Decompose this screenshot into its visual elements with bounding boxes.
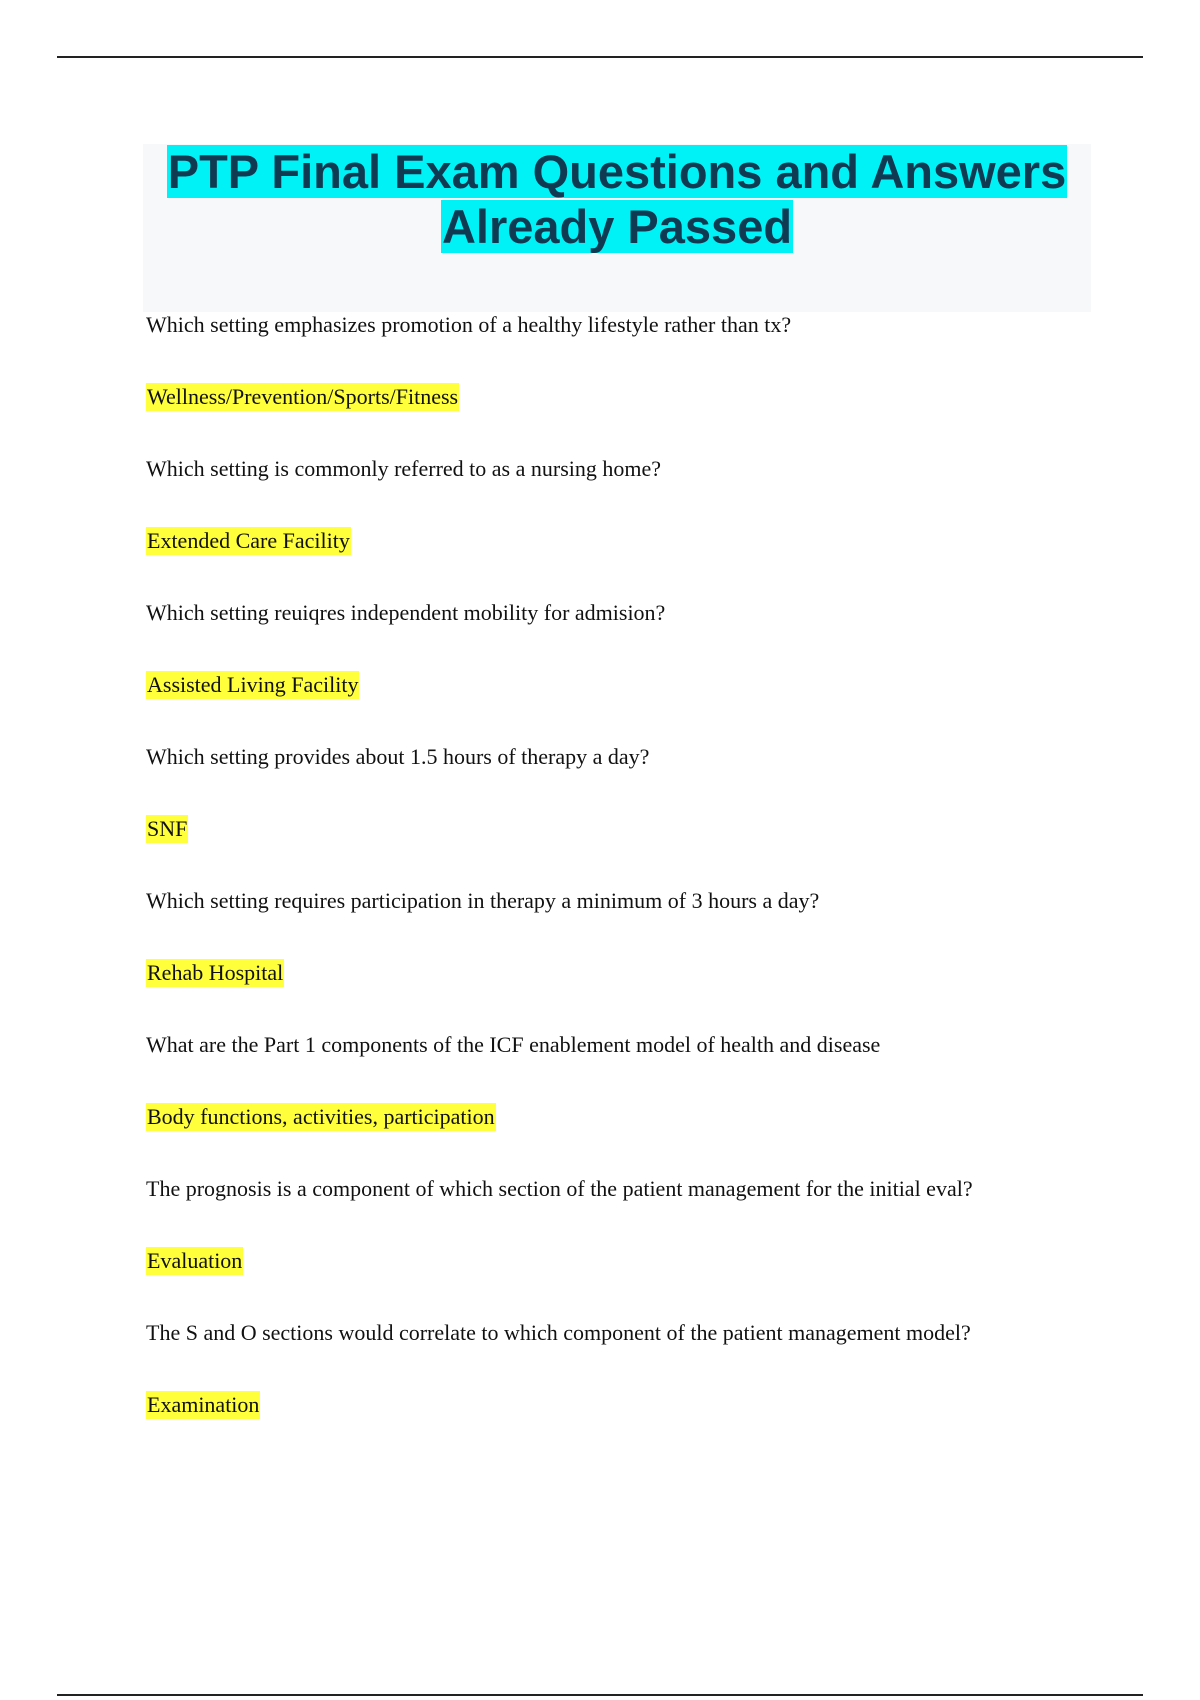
title-line-1: PTP Final Exam Questions and Answers — [167, 145, 1067, 198]
title-line-2: Already Passed — [441, 200, 793, 253]
question-7: The prognosis is a component of which section of the patient management for the initial eval? — [146, 1176, 973, 1201]
question-8: The S and O sections would correlate to which component of the patient management model? — [146, 1320, 971, 1345]
answer-6 — [146, 1103, 1146, 1131]
question-2: Which setting is commonly referred to as a nursing home? — [146, 456, 662, 481]
answer-5-text: Rehab Hospital — [147, 960, 284, 985]
answer-1-text: Wellness/Prevention/Sports/Fitness — [147, 384, 459, 409]
question-4: Which setting provides about 1.5 hours of therapy a day? — [146, 744, 650, 769]
answer-4 — [146, 815, 1146, 843]
answer-3 — [146, 671, 1146, 699]
question-1: Which setting emphasizes promotion of a healthy lifestyle rather than tx? — [146, 312, 792, 337]
answer-1 — [146, 383, 1146, 411]
answer-4-text: SNF — [147, 816, 188, 841]
answer-3-text: Assisted Living Facility — [147, 672, 359, 697]
answer-2 — [146, 527, 1146, 555]
answer-6-text: Body functions, activities, participation — [147, 1104, 495, 1129]
answer-8 — [146, 1391, 1146, 1419]
question-6: What are the Part 1 components of the ICF enablement model of health and disease — [146, 1032, 881, 1057]
question-3: Which setting reuiqres independent mobility for admision? — [146, 600, 666, 625]
question-5: Which setting requires participation in therapy a minimum of 3 hours a day? — [146, 888, 820, 913]
answer-8-text: Examination — [147, 1392, 260, 1417]
top-rule — [57, 56, 1143, 58]
answer-7-text: Evaluation — [147, 1248, 243, 1273]
answer-2-text: Extended Care Facility — [147, 528, 350, 553]
answer-5 — [146, 959, 1146, 987]
bottom-rule — [57, 1694, 1143, 1696]
page-title — [143, 144, 1091, 254]
answer-7 — [146, 1247, 1146, 1275]
